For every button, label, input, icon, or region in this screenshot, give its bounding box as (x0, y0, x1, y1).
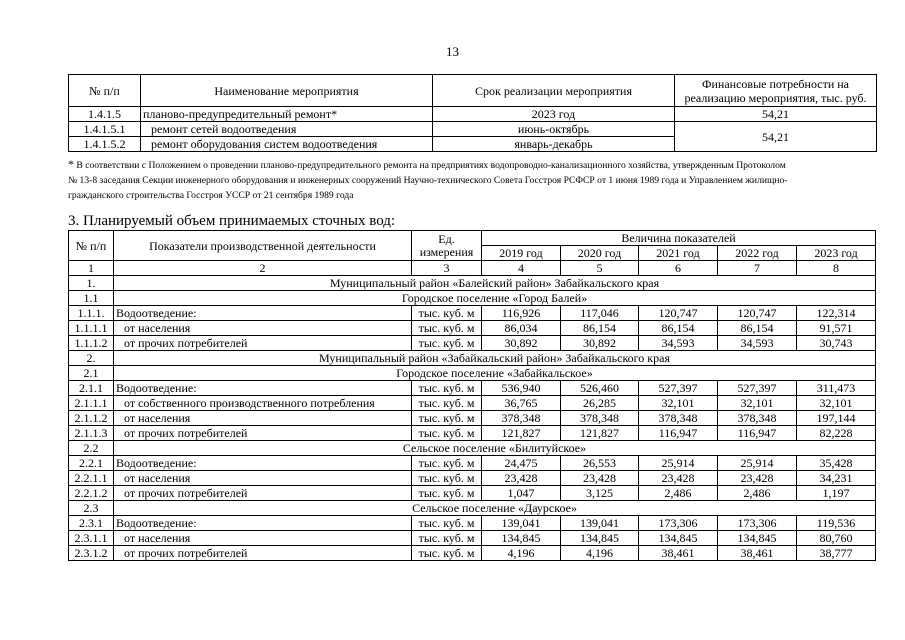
footnote-star: * (68, 157, 74, 171)
row-value: 23,428 (561, 471, 639, 486)
row-value: 34,593 (639, 336, 718, 351)
section-title: Сельское поселение «Даурское» (114, 501, 876, 516)
row-value: 526,460 (561, 381, 639, 396)
footnote (68, 157, 880, 203)
table-row (69, 531, 876, 546)
row-value: 378,348 (561, 411, 639, 426)
row-unit: тыс. куб. м (412, 381, 482, 396)
table-row (69, 471, 876, 486)
row-value: 30,743 (797, 336, 876, 351)
header-year: 2020 год (561, 246, 639, 261)
footnote-line2: № 13-8 заседания Секции инженерного оборудования и инженерных сооружений Научно-технического Совета Госстроя РСФСР от 1 июня 1989 года и Управлением жилищно- (68, 175, 788, 186)
row-indicator: от прочих потребителей (114, 486, 412, 501)
row-num: 1.1.1.2 (69, 336, 114, 351)
row-value: 38,461 (639, 546, 718, 561)
col-number: 6 (639, 261, 718, 276)
row-value: 120,747 (718, 306, 797, 321)
row-value: 26,553 (561, 456, 639, 471)
row-value: 139,041 (482, 516, 561, 531)
row-num: 2.1.1.2 (69, 411, 114, 426)
table-row (69, 456, 876, 471)
page-number: 13 (446, 44, 459, 59)
section-row (69, 366, 876, 381)
row-name: планово-предупредительный ремонт* (141, 107, 433, 122)
table-row (69, 306, 876, 321)
header-num: № п/п (69, 75, 141, 107)
section-num: 2.3 (69, 501, 114, 516)
row-value: 25,914 (718, 456, 797, 471)
row-value: 527,397 (718, 381, 797, 396)
row-num: 1.4.1.5 (69, 107, 141, 122)
row-value: 116,947 (639, 426, 718, 441)
wastewater-table (68, 230, 876, 561)
header-row-col-numbers (69, 261, 876, 276)
row-num: 1.4.1.5.1 (69, 122, 141, 137)
row-finance-merged: 54,21 (675, 122, 877, 152)
section-num: 2.1 (69, 366, 114, 381)
table-row (69, 516, 876, 531)
table-row (69, 546, 876, 561)
col-number: 2 (114, 261, 412, 276)
row-value: 4,196 (561, 546, 639, 561)
header-finance (675, 75, 877, 107)
col-number: 7 (718, 261, 797, 276)
table-row (69, 486, 876, 501)
row-indicator: от собственного производственного потребления (114, 396, 412, 411)
header-year: 2022 год (718, 246, 797, 261)
row-num: 2.1.1 (69, 381, 114, 396)
row-value: 197,144 (797, 411, 876, 426)
row-value: 25,914 (639, 456, 718, 471)
table-row (69, 321, 876, 336)
row-value: 378,348 (718, 411, 797, 426)
row-value: 134,845 (718, 531, 797, 546)
row-unit: тыс. куб. м (412, 456, 482, 471)
row-value: 23,428 (718, 471, 797, 486)
row-num: 2.1.1.1 (69, 396, 114, 411)
row-num: 2.1.1.3 (69, 426, 114, 441)
row-value: 1,047 (482, 486, 561, 501)
row-value: 116,947 (718, 426, 797, 441)
footnote-line1: В соответствии с Положением о проведении планово-предупредительного ремонта на предприятиях водопроводно-канализационного хозяйства, утвержденным Протоколом (76, 160, 786, 171)
row-indicator: от прочих потребителей (114, 426, 412, 441)
row-value: 80,760 (797, 531, 876, 546)
row-value: 86,154 (561, 321, 639, 336)
row-value: 82,228 (797, 426, 876, 441)
row-indicator: Водоотведение: (114, 516, 412, 531)
section-title: Муниципальный район «Забайкальский район» Забайкальского края (114, 351, 876, 366)
row-value: 2,486 (718, 486, 797, 501)
row-num: 2.3.1.1 (69, 531, 114, 546)
row-value: 139,041 (561, 516, 639, 531)
table-row (69, 396, 876, 411)
row-value: 91,571 (797, 321, 876, 336)
header-indicator: Показатели производственной деятельности (114, 231, 412, 261)
header-unit-line1: Ед. (438, 231, 455, 246)
row-value: 121,827 (482, 426, 561, 441)
row-value: 86,154 (718, 321, 797, 336)
table-row (69, 122, 877, 137)
table-row (69, 426, 876, 441)
section-title: Городское поселение «Город Балей» (114, 291, 876, 306)
row-num: 1.4.1.5.2 (69, 137, 141, 152)
row-value: 38,461 (718, 546, 797, 561)
row-value: 311,473 (797, 381, 876, 396)
table-row (69, 411, 876, 426)
section-num: 2.2 (69, 441, 114, 456)
row-value: 4,196 (482, 546, 561, 561)
row-value: 134,845 (482, 531, 561, 546)
row-value: 3,125 (561, 486, 639, 501)
col-number: 1 (69, 261, 114, 276)
row-indicator: от населения (114, 471, 412, 486)
row-value: 173,306 (639, 516, 718, 531)
section-num: 1. (69, 276, 114, 291)
measures-table (68, 74, 877, 152)
row-value: 36,765 (482, 396, 561, 411)
section-row (69, 291, 876, 306)
row-value: 30,892 (482, 336, 561, 351)
row-name: ремонт сетей водоотведения (141, 122, 433, 137)
row-indicator: от населения (114, 531, 412, 546)
col-number: 3 (412, 261, 482, 276)
row-num: 2.2.1.2 (69, 486, 114, 501)
row-indicator: от населения (114, 321, 412, 336)
row-unit: тыс. куб. м (412, 531, 482, 546)
col-number: 8 (797, 261, 876, 276)
row-unit: тыс. куб. м (412, 411, 482, 426)
row-indicator: от прочих потребителей (114, 546, 412, 561)
row-term: 2023 год (433, 107, 675, 122)
row-value: 536,940 (482, 381, 561, 396)
header-year: 2023 год (797, 246, 876, 261)
header-term: Срок реализации мероприятия (433, 75, 675, 107)
header-num: № п/п (69, 231, 114, 261)
row-value: 86,154 (639, 321, 718, 336)
row-value: 23,428 (482, 471, 561, 486)
header-row-1 (69, 231, 876, 246)
section-title: Муниципальный район «Балейский район» Забайкальского края (114, 276, 876, 291)
section-title: Городское поселение «Забайкальское» (114, 366, 876, 381)
row-indicator: Водоотведение: (114, 306, 412, 321)
header-unit (412, 231, 482, 261)
section-title: Сельское поселение «Билитуйское» (114, 441, 876, 456)
footnote-line3: гражданского строительства Госстроя УССР от 21 сентября 1989 года (68, 190, 354, 201)
row-value: 119,536 (797, 516, 876, 531)
row-unit: тыс. куб. м (412, 396, 482, 411)
row-value: 34,593 (718, 336, 797, 351)
row-value: 116,926 (482, 306, 561, 321)
row-name: ремонт оборудования систем водоотведения (141, 137, 433, 152)
row-finance: 54,21 (675, 107, 877, 122)
section-num: 2. (69, 351, 114, 366)
row-value: 38,777 (797, 546, 876, 561)
header-name: Наименование мероприятия (141, 75, 433, 107)
section-num: 1.1 (69, 291, 114, 306)
row-num: 1.1.1. (69, 306, 114, 321)
row-num: 2.3.1.2 (69, 546, 114, 561)
header-finance-line2: реализацию мероприятия, тыс. руб. (684, 90, 867, 105)
row-term: июнь-октябрь (433, 122, 675, 137)
section-row (69, 441, 876, 456)
row-value: 26,285 (561, 396, 639, 411)
row-value: 378,348 (639, 411, 718, 426)
section-title: 3. Планируемый объем принимаемых сточных вод: (68, 213, 396, 229)
row-value: 35,428 (797, 456, 876, 471)
row-num: 2.2.1.1 (69, 471, 114, 486)
row-value: 120,747 (639, 306, 718, 321)
row-value: 86,034 (482, 321, 561, 336)
table-row (69, 107, 877, 122)
row-value: 1,197 (797, 486, 876, 501)
row-value: 173,306 (718, 516, 797, 531)
row-value: 134,845 (561, 531, 639, 546)
row-num: 1.1.1.1 (69, 321, 114, 336)
row-indicator: Водоотведение: (114, 456, 412, 471)
header-year: 2019 год (482, 246, 561, 261)
header-values-group: Величина показателей (482, 231, 876, 246)
header-year: 2021 год (639, 246, 718, 261)
row-unit: тыс. куб. м (412, 306, 482, 321)
row-num: 2.3.1 (69, 516, 114, 531)
row-value: 30,892 (561, 336, 639, 351)
col-number: 5 (561, 261, 639, 276)
row-unit: тыс. куб. м (412, 426, 482, 441)
table-row (69, 336, 876, 351)
header-finance-line1: Финансовые потребности на (702, 76, 849, 91)
row-indicator: Водоотведение: (114, 381, 412, 396)
section-row (69, 501, 876, 516)
row-term: январь-декабрь (433, 137, 675, 152)
row-value: 134,845 (639, 531, 718, 546)
row-value: 527,397 (639, 381, 718, 396)
row-value: 117,046 (561, 306, 639, 321)
row-indicator: от населения (114, 411, 412, 426)
row-value: 24,475 (482, 456, 561, 471)
row-value: 121,827 (561, 426, 639, 441)
row-unit: тыс. куб. м (412, 486, 482, 501)
col-number: 4 (482, 261, 561, 276)
table-row (69, 381, 876, 396)
section-row (69, 276, 876, 291)
row-value: 34,231 (797, 471, 876, 486)
row-value: 2,486 (639, 486, 718, 501)
header-unit-line2: измерения (419, 244, 474, 259)
row-value: 23,428 (639, 471, 718, 486)
row-num: 2.2.1 (69, 456, 114, 471)
row-value: 122,314 (797, 306, 876, 321)
row-unit: тыс. куб. м (412, 516, 482, 531)
row-unit: тыс. куб. м (412, 321, 482, 336)
section-row (69, 351, 876, 366)
row-value: 378,348 (482, 411, 561, 426)
row-unit: тыс. куб. м (412, 471, 482, 486)
row-unit: тыс. куб. м (412, 336, 482, 351)
row-value: 32,101 (797, 396, 876, 411)
row-unit: тыс. куб. м (412, 546, 482, 561)
row-value: 32,101 (639, 396, 718, 411)
measures-header-row (69, 75, 877, 107)
row-value: 32,101 (718, 396, 797, 411)
row-indicator: от прочих потребителей (114, 336, 412, 351)
